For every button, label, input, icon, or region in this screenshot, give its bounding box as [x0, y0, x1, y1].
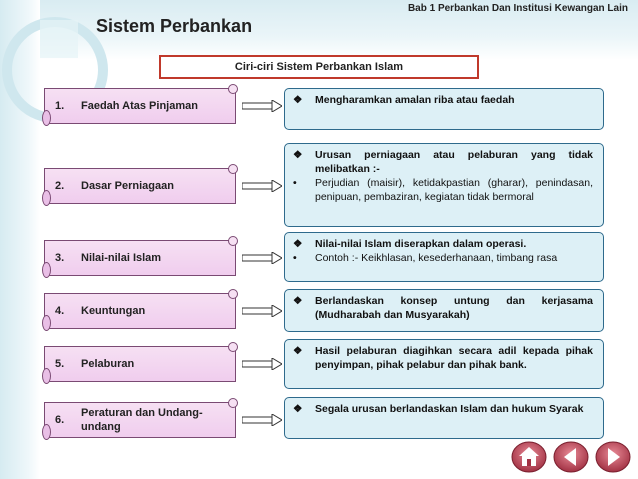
- description-text: Perjudian (maisir), ketidakpastian (gharar), penindasan, penipuan, pembaziran, kegiatan tidak bermoral: [315, 177, 593, 203]
- scroll-curl: [228, 84, 238, 94]
- bullet-icon: •: [293, 177, 297, 189]
- scroll-curl: [228, 398, 238, 408]
- feature-description: [284, 143, 604, 227]
- home-button[interactable]: [510, 440, 548, 474]
- bullet-icon: ❖: [293, 149, 303, 161]
- description-point: [293, 344, 593, 372]
- feature-label: Nilai-nilai Islam: [81, 252, 162, 264]
- description-point: [293, 148, 593, 176]
- description-text: Segala urusan berlandaskan Islam dan hukum Syarak: [315, 403, 584, 415]
- feature-number: 1.: [55, 100, 65, 112]
- scroll-curl: [42, 262, 51, 278]
- feature-description: [284, 339, 604, 389]
- feature-label: Pelaburan: [81, 358, 135, 370]
- feature-number: 2.: [55, 180, 65, 192]
- description-text: Nilai-nilai Islam diserapkan dalam operasi.: [315, 238, 527, 250]
- scroll-curl: [42, 424, 51, 440]
- description-text: Urusan perniagaan atau pelaburan yang tidak melibatkan :-: [315, 149, 593, 175]
- bullet-icon: ❖: [293, 295, 303, 307]
- scroll-curl: [42, 110, 51, 126]
- feature-scroll: [44, 346, 236, 382]
- feature-scroll: [44, 402, 236, 438]
- feature-label: Dasar Perniagaan: [81, 180, 174, 192]
- feature-number: 5.: [55, 358, 65, 370]
- description-point: [293, 237, 593, 251]
- description-point: [293, 251, 593, 265]
- forward-button[interactable]: [594, 440, 632, 474]
- feature-scroll: [44, 240, 236, 276]
- feature-description: [284, 397, 604, 439]
- description-point: [293, 402, 593, 416]
- scroll-curl: [228, 236, 238, 246]
- back-button[interactable]: [552, 440, 590, 474]
- description-text: Contoh :- Keikhlasan, kesederhanaan, timbang rasa: [315, 252, 558, 264]
- description-text: Mengharamkan amalan riba atau faedah: [315, 94, 515, 106]
- scroll-curl: [228, 289, 238, 299]
- scroll-curl: [42, 315, 51, 331]
- feature-number: 3.: [55, 252, 65, 264]
- arrow-right-icon: [242, 305, 282, 317]
- arrow-right-icon: [242, 358, 282, 370]
- bullet-icon: ❖: [293, 403, 303, 415]
- feature-description: [284, 88, 604, 130]
- feature-description: [284, 232, 604, 282]
- arrow-right-icon: [242, 414, 282, 426]
- bullet-icon: ❖: [293, 238, 303, 250]
- description-text: Hasil pelaburan diagihkan secara adil kepada pihak penyimpan, pihak pelabur dan pihak bank.: [315, 345, 593, 371]
- bullet-icon: •: [293, 252, 297, 264]
- description-point: [293, 93, 593, 107]
- scroll-curl: [228, 342, 238, 352]
- feature-label: Keuntungan: [81, 305, 146, 317]
- arrow-right-icon: [242, 252, 282, 264]
- bullet-icon: ❖: [293, 345, 303, 357]
- description-point: [293, 176, 593, 204]
- page-title: Sistem Perbankan: [96, 16, 253, 36]
- feature-scroll: [44, 168, 236, 204]
- chapter-header: Bab 1 Perbankan Dan Institusi Kewangan Lain: [407, 3, 628, 14]
- scroll-curl: [42, 368, 51, 384]
- feature-label: Peraturan dan Undang-undang: [81, 407, 203, 433]
- scroll-curl: [228, 164, 238, 174]
- feature-scroll: [44, 88, 236, 124]
- description-text: Berlandaskan konsep untung dan kerjasama (Mudharabah dan Musyarakah): [315, 295, 593, 321]
- bullet-icon: ❖: [293, 94, 303, 106]
- section-subtitle: Ciri-ciri Sistem Perbankan Islam: [159, 55, 479, 79]
- feature-description: [284, 289, 604, 332]
- feature-number: 6.: [55, 414, 65, 426]
- description-point: [293, 294, 593, 322]
- scroll-curl: [42, 190, 51, 206]
- feature-number: 4.: [55, 305, 65, 317]
- feature-scroll: [44, 293, 236, 329]
- arrow-right-icon: [242, 100, 282, 112]
- feature-label: Faedah Atas Pinjaman: [81, 100, 198, 112]
- arrow-right-icon: [242, 180, 282, 192]
